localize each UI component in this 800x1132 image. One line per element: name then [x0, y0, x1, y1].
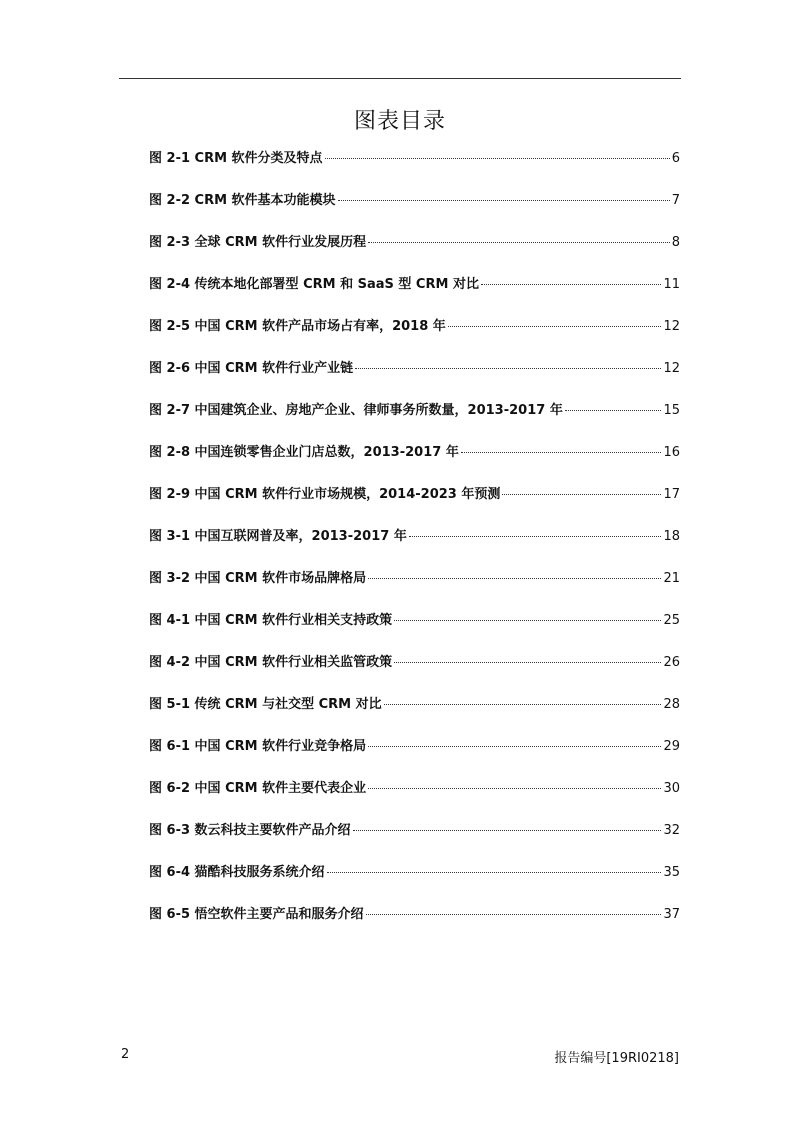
toc-entry-fig-2-8[interactable] — [149, 444, 680, 486]
toc-entry-page: 32 — [663, 823, 680, 838]
toc-entry-page: 28 — [663, 697, 680, 712]
toc-entry-label: 图 2-2 CRM 软件基本功能模块 — [149, 193, 336, 208]
toc-dot-leader — [384, 704, 662, 705]
toc-dot-leader — [368, 788, 661, 789]
toc-dot-leader — [565, 410, 662, 411]
toc-dot-leader — [368, 746, 661, 747]
toc-entry-label: 图 6-3 数云科技主要软件产品介绍 — [149, 823, 351, 838]
toc-entry-label: 图 3-1 中国互联网普及率，2013-2017 年 — [149, 529, 407, 544]
toc-entry-page: 37 — [663, 907, 680, 922]
toc-entry-fig-5-1[interactable] — [149, 696, 680, 738]
footer-report-number: 报告编号[19RI0218] — [554, 1051, 679, 1066]
toc-entry-fig-2-7[interactable] — [149, 402, 680, 444]
toc-entry-fig-2-1[interactable] — [149, 150, 680, 192]
toc-entry-page: 26 — [663, 655, 680, 670]
toc-entry-label: 图 2-3 全球 CRM 软件行业发展历程 — [149, 235, 367, 250]
toc-dot-leader — [394, 662, 661, 663]
toc-dot-leader — [394, 620, 661, 621]
toc-entry-page: 16 — [663, 445, 680, 460]
toc-entry-fig-4-2[interactable] — [149, 654, 680, 696]
toc-entry-page: 30 — [663, 781, 680, 796]
page-title: 图表目录 — [353, 109, 446, 134]
toc-dot-leader — [327, 872, 662, 873]
toc-entry-label: 图 3-2 中国 CRM 软件市场品牌格局 — [149, 571, 367, 586]
toc-entry-fig-2-6[interactable] — [149, 360, 680, 402]
toc-entry-fig-2-4[interactable] — [149, 276, 680, 318]
toc-entry-label: 图 6-5 悟空软件主要产品和服务介绍 — [149, 907, 364, 922]
toc-entry-label: 图 2-1 CRM 软件分类及特点 — [149, 151, 323, 166]
toc-dot-leader — [481, 284, 662, 285]
toc-entry-page: 25 — [663, 613, 680, 628]
toc-entry-label: 图 2-8 中国连锁零售企业门店总数，2013-2017 年 — [149, 445, 459, 460]
toc-entry-page: 12 — [663, 361, 680, 376]
toc-entry-label: 图 2-9 中国 CRM 软件行业市场规模，2014-2023 年预测 — [149, 487, 501, 502]
toc-entry-fig-3-2[interactable] — [149, 570, 680, 612]
toc-dot-leader — [338, 200, 670, 201]
toc-entry-fig-2-9[interactable] — [149, 486, 680, 528]
toc-entry-label: 图 5-1 传统 CRM 与社交型 CRM 对比 — [149, 697, 382, 712]
toc-entry-label: 图 6-1 中国 CRM 软件行业竞争格局 — [149, 739, 367, 754]
toc-entry-page: 15 — [663, 403, 680, 418]
toc-entry-page: 18 — [663, 529, 680, 544]
toc-entry-fig-6-5[interactable] — [149, 906, 680, 948]
toc-dot-leader — [461, 452, 662, 453]
toc-dot-leader — [409, 536, 662, 537]
toc-entry-fig-6-3[interactable] — [149, 822, 680, 864]
toc-entry-page: 12 — [663, 319, 680, 334]
toc-entry-fig-2-5[interactable] — [149, 318, 680, 360]
toc-entry-fig-6-1[interactable] — [149, 738, 680, 780]
toc-entry-label: 图 6-2 中国 CRM 软件主要代表企业 — [149, 781, 367, 796]
toc-dot-leader — [368, 242, 670, 243]
toc-entry-page: 35 — [663, 865, 680, 880]
toc-dot-leader — [448, 326, 662, 327]
toc-entry-fig-4-1[interactable] — [149, 612, 680, 654]
header-rule — [119, 78, 681, 79]
toc-entry-label: 图 4-2 中国 CRM 软件行业相关监管政策 — [149, 655, 393, 670]
toc-entry-fig-2-3[interactable] — [149, 234, 680, 276]
toc-dot-leader — [353, 830, 662, 831]
toc-entry-label: 图 4-1 中国 CRM 软件行业相关支持政策 — [149, 613, 393, 628]
toc-entry-page: 8 — [671, 235, 680, 250]
toc-entry-page: 11 — [663, 277, 680, 292]
toc-entry-fig-3-1[interactable] — [149, 528, 680, 570]
footer-page-number: 2 — [121, 1047, 130, 1062]
toc-entry-page: 29 — [663, 739, 680, 754]
toc-dot-leader — [502, 494, 661, 495]
toc-entry-label: 图 2-5 中国 CRM 软件产品市场占有率，2018 年 — [149, 319, 446, 334]
toc-entry-label: 图 2-7 中国建筑企业、房地产企业、律师事务所数量，2013-2017 年 — [149, 403, 563, 418]
figure-index-list — [149, 150, 680, 948]
toc-entry-label: 图 6-4 猫酷科技服务系统介绍 — [149, 865, 325, 880]
toc-entry-fig-2-2[interactable] — [149, 192, 680, 234]
toc-dot-leader — [366, 914, 662, 915]
toc-entry-label: 图 2-4 传统本地化部署型 CRM 和 SaaS 型 CRM 对比 — [149, 277, 479, 292]
toc-dot-leader — [325, 158, 670, 159]
toc-dot-leader — [355, 368, 661, 369]
toc-entry-fig-6-4[interactable] — [149, 864, 680, 906]
toc-entry-label: 图 2-6 中国 CRM 软件行业产业链 — [149, 361, 354, 376]
toc-dot-leader — [368, 578, 661, 579]
toc-entry-page: 21 — [663, 571, 680, 586]
toc-entry-fig-6-2[interactable] — [149, 780, 680, 822]
toc-entry-page: 7 — [671, 193, 680, 208]
toc-entry-page: 6 — [671, 151, 680, 166]
toc-entry-page: 17 — [663, 487, 680, 502]
